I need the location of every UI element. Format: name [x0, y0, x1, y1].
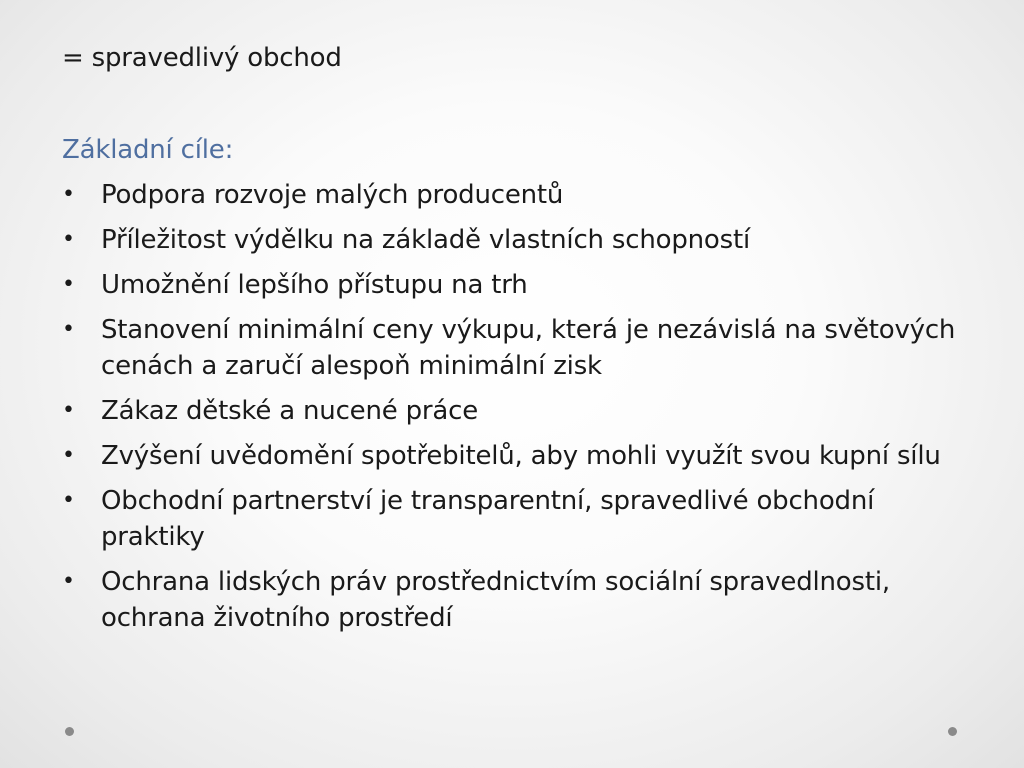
bullet-icon: •: [62, 569, 75, 594]
list-item: [62, 483, 962, 555]
bullet-icon: •: [62, 227, 75, 252]
bullet-icon: •: [62, 182, 75, 207]
goals-list: [62, 177, 962, 645]
list-item: [62, 222, 962, 258]
list-item: [62, 177, 962, 213]
list-item: [62, 312, 962, 384]
list-item-text: Obchodní partnerství je transparentní, spravedlivé obchodní praktiky: [101, 486, 875, 552]
list-item-text: Stanovení minimální ceny výkupu, která je nezávislá na světových cenách a zaručí alespoň minimální zisk: [101, 315, 956, 381]
bullet-icon: •: [62, 443, 75, 468]
list-item-text: Umožnění lepšího přístupu na trh: [101, 270, 528, 300]
list-item-text: Podpora rozvoje malých producentů: [101, 180, 564, 210]
bullet-icon: •: [62, 272, 75, 297]
list-item: [62, 393, 962, 429]
list-item-text: Zákaz dětské a nucené práce: [101, 396, 479, 426]
bullet-icon: •: [62, 488, 75, 513]
list-item: [62, 267, 962, 303]
list-item: [62, 564, 962, 636]
decorative-dot-right-icon: [948, 727, 957, 736]
list-item: [62, 438, 962, 474]
decorative-dot-left-icon: [65, 727, 74, 736]
list-item-text: Příležitost výdělku na základě vlastních schopností: [101, 225, 750, 255]
bullet-icon: •: [62, 398, 75, 423]
bullet-icon: •: [62, 317, 75, 342]
list-item-text: Zvýšení uvědomění spotřebitelů, aby mohli využít svou kupní sílu: [101, 441, 941, 471]
list-item-text: Ochrana lidských práv prostřednictvím sociální spravedlnosti, ochrana životního prostředí: [101, 567, 890, 633]
intro-line: = spravedlivý obchod: [62, 43, 342, 73]
subtitle-heading: Základní cíle:: [62, 135, 234, 165]
